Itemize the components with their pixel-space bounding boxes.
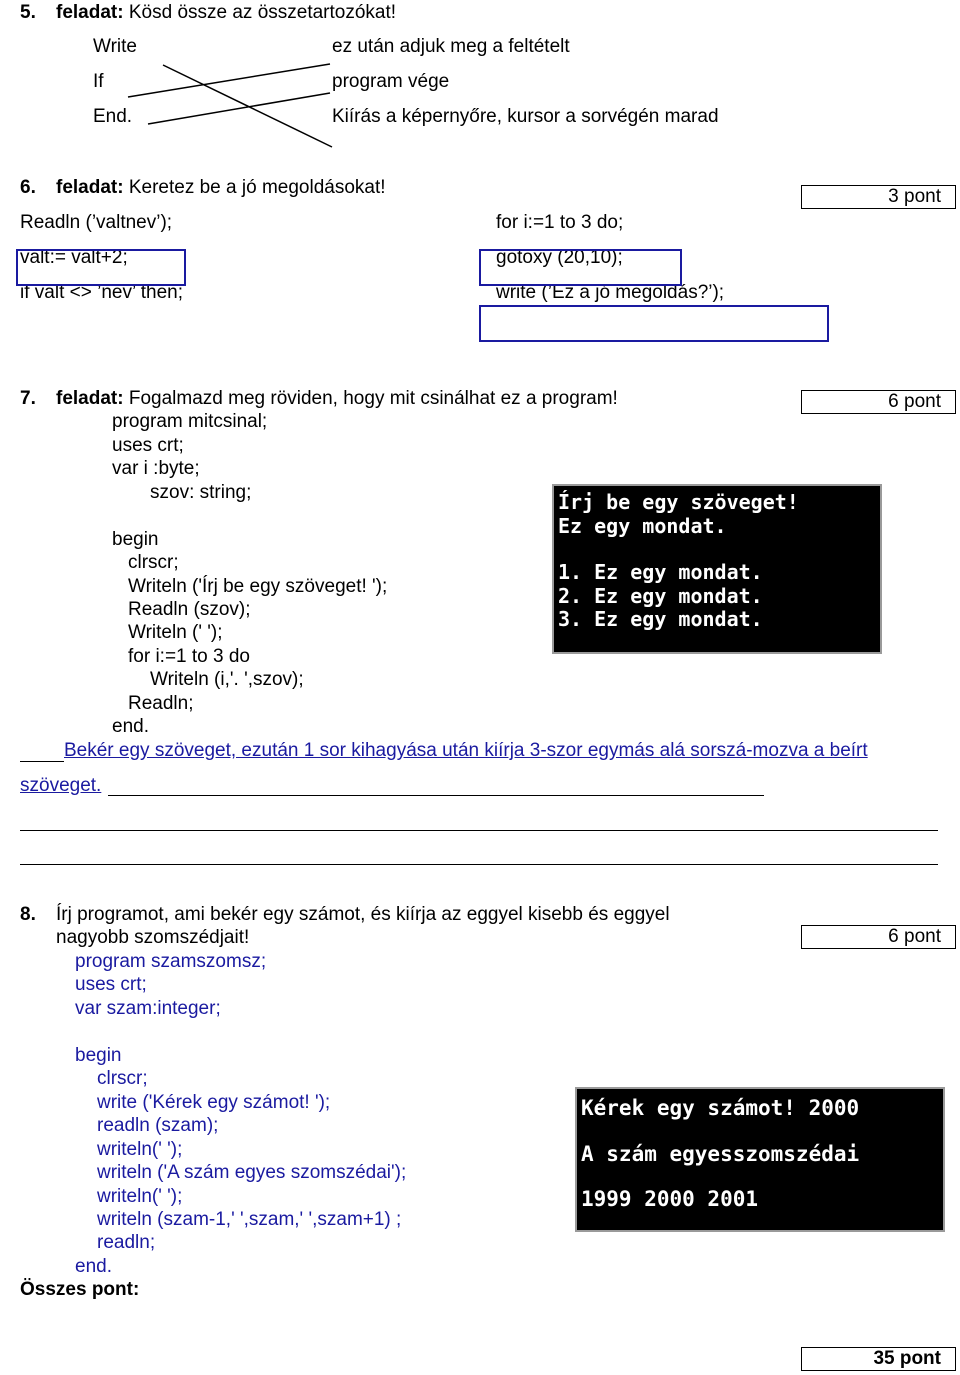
task8-code-line: writeln(' '); xyxy=(97,1139,183,1160)
task7-answer-line1: Bekér egy szöveget, ezután 1 sor kihagyása után kiírja 3-szor egymás alá sorszá-mozva a beírt xyxy=(64,740,868,761)
task7-code-line: clrscr; xyxy=(128,552,179,573)
task8-title-line2: nagyobb szomszédjait! xyxy=(56,927,250,948)
task7-code-line: begin xyxy=(112,529,159,550)
task8-title-line1: Írj programot, ami bekér egy számot, és kiírja az eggyel kisebb és eggyel xyxy=(56,904,670,925)
task7-console-output xyxy=(552,484,882,654)
task6-label: feladat: xyxy=(56,177,124,198)
answer-rule xyxy=(20,830,938,831)
task5-label: feladat: xyxy=(56,2,124,23)
task5-left-1: If xyxy=(93,71,104,92)
task5-right-1: program vége xyxy=(332,71,450,92)
console-line: 1999 2000 2001 xyxy=(581,1187,759,1211)
task8-code-line: uses crt; xyxy=(75,974,147,995)
task7-code-line: Writeln (i,'. ',szov); xyxy=(150,669,304,690)
task7-points: 6 pont xyxy=(888,391,941,412)
task8-code-line: write ('Kérek egy számot! '); xyxy=(97,1092,331,1113)
task7-code-line: Readln; xyxy=(128,693,194,714)
console-line: Ez egy mondat. xyxy=(558,514,727,538)
task7-title: Fogalmazd meg röviden, hogy mit csinálhat ez a program! xyxy=(128,388,618,409)
task7-code-line: Readln (szov); xyxy=(128,599,251,620)
task6-right-0: for i:=1 to 3 do; xyxy=(496,212,624,233)
total-points-box xyxy=(801,1347,956,1371)
selection-box-empty xyxy=(479,305,829,342)
task7-answer-line2: szöveget. xyxy=(20,775,102,796)
task7-label: feladat: xyxy=(56,388,124,409)
task7-points-box xyxy=(801,390,956,414)
connector-end xyxy=(148,93,330,124)
task7-code-line: Writeln (' '); xyxy=(128,622,223,643)
task8-code-line: var szam:integer; xyxy=(75,998,221,1019)
task7-code-line: szov: string; xyxy=(150,482,252,503)
task5-title: Kösd össze az összetartozókat! xyxy=(128,2,397,23)
task6-points: 3 pont xyxy=(888,186,941,207)
task5-number: 5. xyxy=(20,2,36,23)
task8-code-line: readln; xyxy=(97,1232,156,1253)
task7-code-line: var i :byte; xyxy=(112,458,200,479)
task8-code-line: program szamszomsz; xyxy=(75,951,267,972)
task6-heading xyxy=(56,177,386,199)
task7-code-line: for i:=1 to 3 do xyxy=(128,646,250,667)
task7-heading xyxy=(56,388,618,410)
task6-left-2: if valt <> ’nev’ then; xyxy=(20,282,184,303)
task5-right-2: Kiírás a képernyőre, kursor a sorvégén marad xyxy=(332,106,719,127)
task8-code-line: begin xyxy=(75,1045,122,1066)
selection-box-gotoxy xyxy=(479,249,682,286)
console-line: 1. Ez egy mondat. xyxy=(558,560,763,584)
total-label: Összes pont: xyxy=(20,1279,140,1300)
answer-rule xyxy=(20,864,938,865)
console-line: Írj be egy szöveget! xyxy=(558,490,799,514)
task5-connector-lines xyxy=(0,0,960,160)
task5-right-0: ez után adjuk meg a feltételt xyxy=(332,36,570,57)
console-line: Kérek egy számot! 2000 xyxy=(581,1096,860,1120)
task7-code-line: program mitcsinal; xyxy=(112,411,268,432)
task8-console-output xyxy=(575,1087,945,1232)
answer-rule xyxy=(108,795,764,796)
answer-rule xyxy=(20,761,64,762)
task6-right-2: write (’Ez a jó megoldás?’); xyxy=(496,282,725,303)
task8-code-line: clrscr; xyxy=(97,1068,148,1089)
task6-left-1: valt:= valt+2; xyxy=(20,247,128,268)
task8-points: 6 pont xyxy=(888,926,941,947)
task8-code-line: end. xyxy=(75,1256,112,1277)
task8-number: 8. xyxy=(20,904,36,925)
task8-code-line: readln (szam); xyxy=(97,1115,219,1136)
connector-if xyxy=(128,64,330,97)
task5-left-2: End. xyxy=(93,106,133,127)
task5-left-0: Write xyxy=(93,36,137,57)
task7-code-line: Writeln ('Írj be egy szöveget! '); xyxy=(128,576,388,597)
task8-code-line: writeln (szam-1,' ',szam,' ',szam+1) ; xyxy=(97,1209,402,1230)
task8-points-box xyxy=(801,925,956,949)
task7-number: 7. xyxy=(20,388,36,409)
console-line: A szám egyesszomszédai xyxy=(581,1142,860,1166)
console-line: 3. Ez egy mondat. xyxy=(558,607,763,631)
task6-points-box xyxy=(801,185,956,209)
total-points: 35 pont xyxy=(873,1348,941,1369)
task6-right-1: gotoxy (20,10); xyxy=(496,247,623,268)
task6-number: 6. xyxy=(20,177,36,198)
selection-box-valt xyxy=(16,249,186,286)
task7-code-line: end. xyxy=(112,716,149,737)
task6-left-0: Readln (’valtnev’); xyxy=(20,212,173,233)
task8-code-line: writeln(' '); xyxy=(97,1186,183,1207)
task6-title: Keretez be a jó megoldásokat! xyxy=(128,177,386,198)
console-line: 2. Ez egy mondat. xyxy=(558,584,763,608)
task7-code-line: uses crt; xyxy=(112,435,184,456)
task8-code-line: writeln ('A szám egyes szomszédai'); xyxy=(97,1162,407,1183)
